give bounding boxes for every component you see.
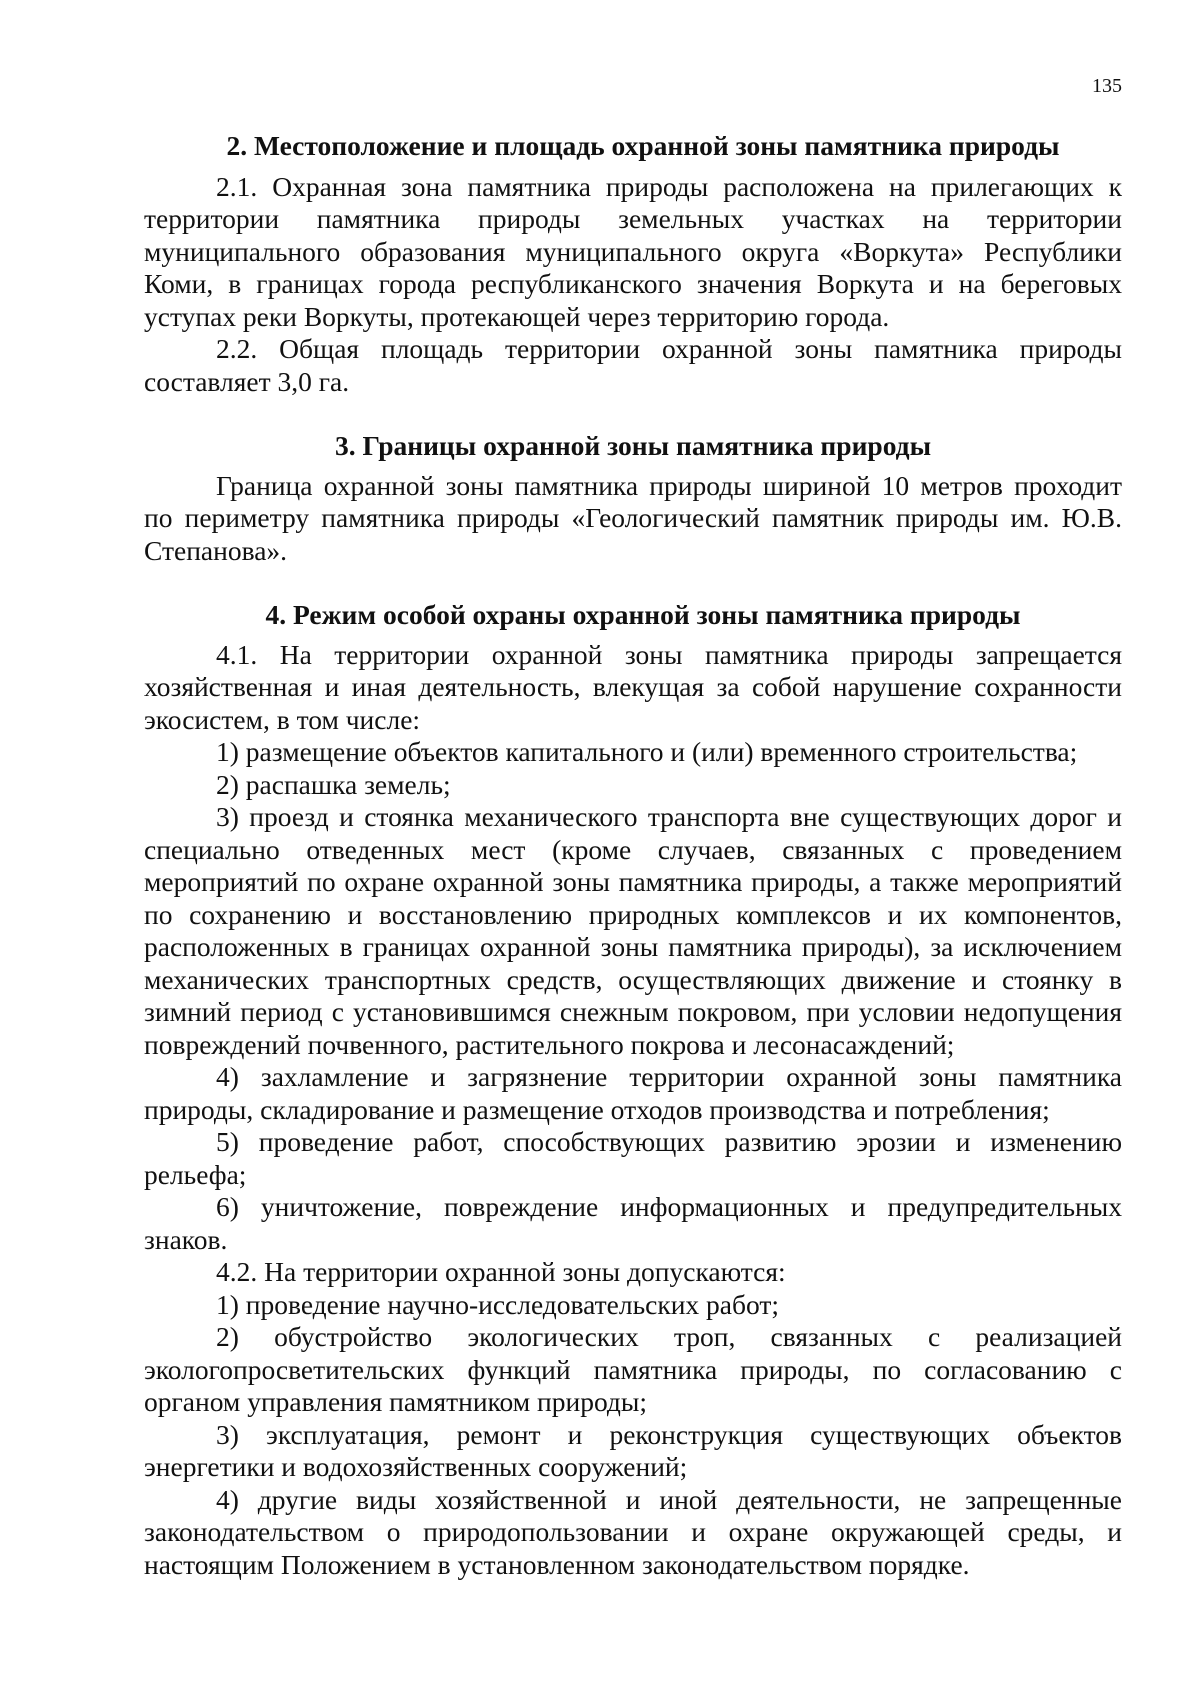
- section-3-heading: 3. Границы охранной зоны памятника природы: [334, 430, 932, 461]
- list-item-4-2-1: 1) проведение научно-исследовательских работ;: [216, 1288, 780, 1320]
- page-number: 135: [1092, 75, 1122, 97]
- paragraph-4-1: 4.1. На территории охранной зоны памятника природы запрещается хозяйственная и иная деятельность, влекущая за собой нарушение сохранности экосистем, в том числе:: [144, 638, 1122, 735]
- paragraph-3-1: Граница охранной зоны памятника природы шириной 10 метров проходит по периметру памятника природы «Геологический памятник природы им. Ю.В. Степанова».: [144, 469, 1122, 566]
- paragraph-4-2: 4.2. На территории охранной зоны допускаются:: [216, 1256, 786, 1287]
- list-item-4-2-3: 3) эксплуатация, ремонт и реконструкция существующих объектов энергетики и водохозяйственных сооружений;: [144, 1418, 1122, 1482]
- document-body: [144, 130, 1122, 1581]
- list-item-4-1-1: 1) размещение объектов капитального и (или) временного строительства;: [216, 736, 1078, 767]
- document-page: [144, 0, 1122, 1697]
- paragraph-2-2: 2.2. Общая площадь территории охранной зоны памятника природы составляет 3,0 га.: [144, 333, 1122, 397]
- list-item-4-1-5: 5) проведение работ, способствующих развитию эрозии и изменению рельефа;: [144, 1126, 1122, 1190]
- section-2-heading: 2. Местоположение и площадь охранной зоны памятника природы: [226, 130, 1060, 161]
- list-item-4-2-4: 4) другие виды хозяйственной и иной деятельности, не запрещенные законодательством о природопользовании и охране окружающей среды, и настоящим Положением в установленном законодательством порядке.: [144, 1483, 1122, 1580]
- paragraph-2-1: 2.1. Охранная зона памятника природы расположена на прилегающих к территории памятника природы земельных участках на территории муниципального образования муниципального округа «Воркута» Республики Коми, в границах города республиканского значения Воркута и на береговых уступах реки Воркуты, протекающей через территорию города.: [144, 170, 1122, 332]
- list-item-4-1-2: 2) распашка земель;: [216, 768, 451, 800]
- list-item-4-2-2: 2) обустройство экологических троп, связанных с реализацией экологопросветительских функций памятника природы, по согласованию с органом управления памятником природы;: [144, 1321, 1122, 1417]
- list-item-4-1-6: 6) уничтожение, повреждение информационных и предупредительных знаков.: [144, 1191, 1122, 1255]
- list-item-4-1-4: 4) захламление и загрязнение территории охранной зоны памятника природы, складирование и размещение отходов производства и потребления;: [144, 1061, 1122, 1125]
- section-4-heading: 4. Режим особой охраны охранной зоны памятника природы: [265, 599, 1021, 630]
- list-item-4-1-3: 3) проезд и стоянка механического транспорта вне существующих дорог и специально отведенных мест (кроме случаев, связанных с проведением мероприятий по охране охранной зоны памятника природы, а также мероприятий по сохранению и восстановлению природных комплексов и их компонентов, расположенных в границах охранной зоны памятника природы), за исключением механических транспортных средств, осуществляющих движение и стоянку в зимний период с установившимся снежным покровом, при условии недопущения повреждений почвенного, растительного покрова и лесонасаждений;: [144, 801, 1122, 1060]
